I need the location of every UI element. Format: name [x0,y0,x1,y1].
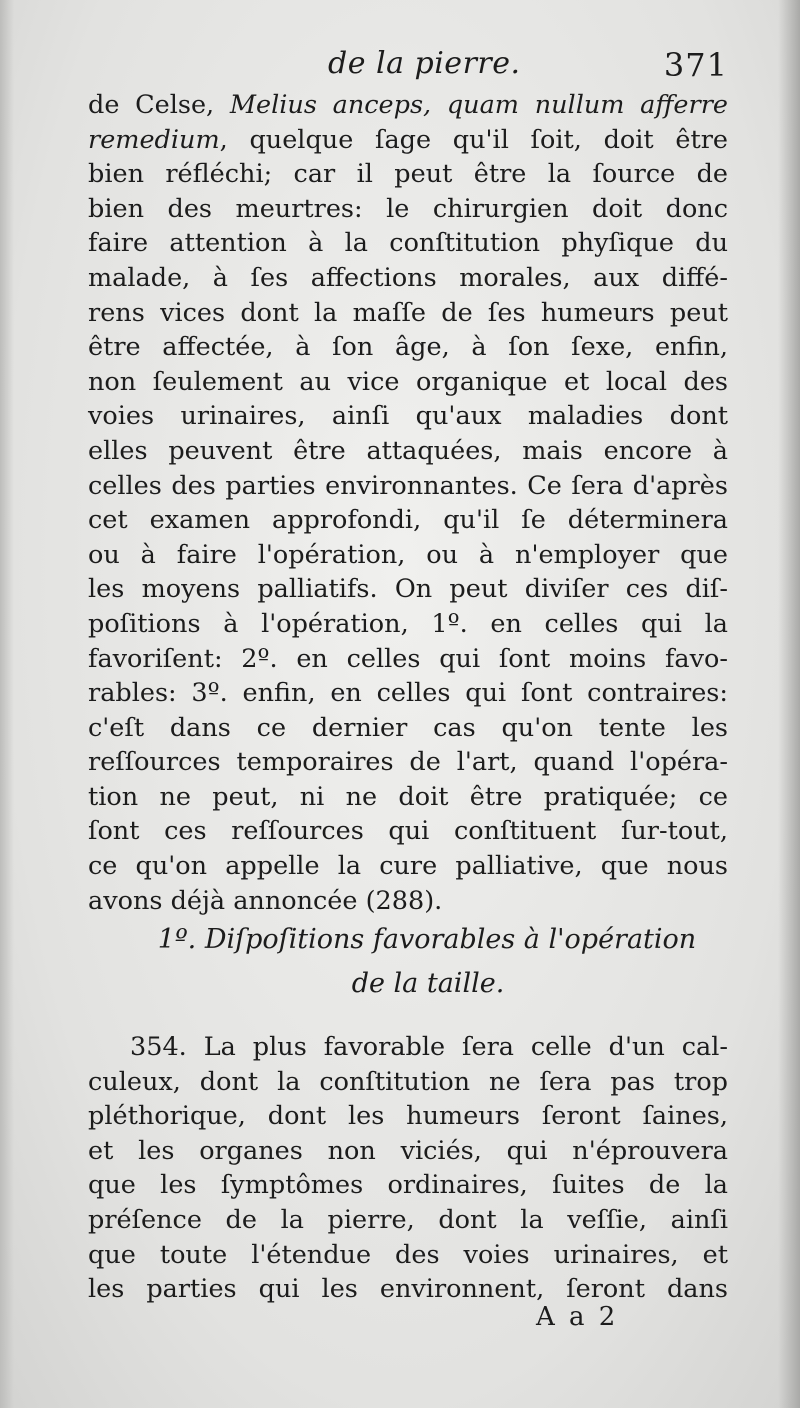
text-line: poſitions à l'opération, 1º. en celles qui la [88,608,728,639]
text-line: ſont ces reſſources qui conſtituent ſur-tout, [88,816,728,847]
text-line: les moyens palliatifs. On peut diviſer ces diſ- [88,574,728,605]
text-line: elles peuvent être attaquées, mais encore à [88,435,728,466]
text-line: cet examen approfondi, qu'il ſe déterminera [88,505,728,536]
text-line: que toute l'étendue des voies urinaires, et [88,1239,728,1270]
text-line: de Celse, Melius anceps, quam nullum afferre [88,90,728,120]
latin-quote: Melius anceps, quam nullum afferre [229,90,728,120]
text-line: préſence de la pierre, dont la veſſie, ainſi [88,1204,728,1235]
paragraph-1 [88,88,728,918]
text-line: celles des parties environnantes. Ce ſera d'après [88,470,728,501]
text-line: reſſources temporaires de l'art, quand l'opéra- [88,747,728,778]
text-line: c'eſt dans ce dernier cas qu'on tente les [88,712,728,743]
page-right-shadow [778,0,800,1408]
page-left-shadow [0,0,14,1408]
section-heading-line-1: 1º. Diſpoſitions favorables à l'opération [157,924,697,955]
text-line: ou à faire l'opération, ou à n'employer que [88,539,728,570]
text-line: faire attention à la conſtitution phyſique du [88,228,728,259]
text-line: bien réfléchi; car il peut être la ſource de [88,159,728,190]
text-line: être affectée, à ſon âge, à ſon ſexe, enfin, [88,332,728,363]
text-line: favoriſent: 2º. en celles qui ſont moins favo- [88,643,728,674]
text-line: rens vices dont la maſſe de ſes humeurs peut [88,297,728,328]
text-line: tion ne peut, ni ne doit être pratiquée; ce [88,781,728,812]
paragraph-2 [88,1030,728,1307]
signature-mark: A a 2 [536,1302,619,1332]
text-line: 354. La plus favorable ſera celle d'un cal- [130,1032,728,1062]
text-line: et les organes non viciés, qui n'éprouvera [88,1135,728,1166]
latin-quote: remedium [88,124,220,155]
text-line: culeux, dont la conſtitution ne ſera pas trop [88,1066,728,1097]
text-line: remedium, quelque ſage qu'il ſoit, doit être [88,124,728,155]
text-line: non ſeulement au vice organique et local des [88,366,728,397]
text-line: voies urinaires, ainſi qu'aux maladies dont [88,401,728,432]
section-heading-line-2: de la taille. [351,968,505,999]
text-line: rables: 3º. enfin, en celles qui ſont contraires: [88,678,728,709]
text-line: pléthorique, dont les humeurs ſeront ſaines, [88,1101,728,1132]
section-heading [88,918,728,1006]
text-line: ce qu'on appelle la cure palliative, que nous [88,851,728,882]
page-number: 371 [663,46,728,84]
text-line: bien des meurtres: le chirurgien doit donc [88,193,728,224]
text-line: les parties qui les environnent, ſeront dans [88,1274,728,1305]
running-head: de la pierre. [328,46,521,81]
page-header [88,42,728,92]
text-line: avons déjà annoncée (288). [88,885,443,916]
text-line: que les ſymptômes ordinaires, ſuites de la [88,1170,728,1201]
text-line: malade, à ſes affections morales, aux diffé- [88,262,728,293]
